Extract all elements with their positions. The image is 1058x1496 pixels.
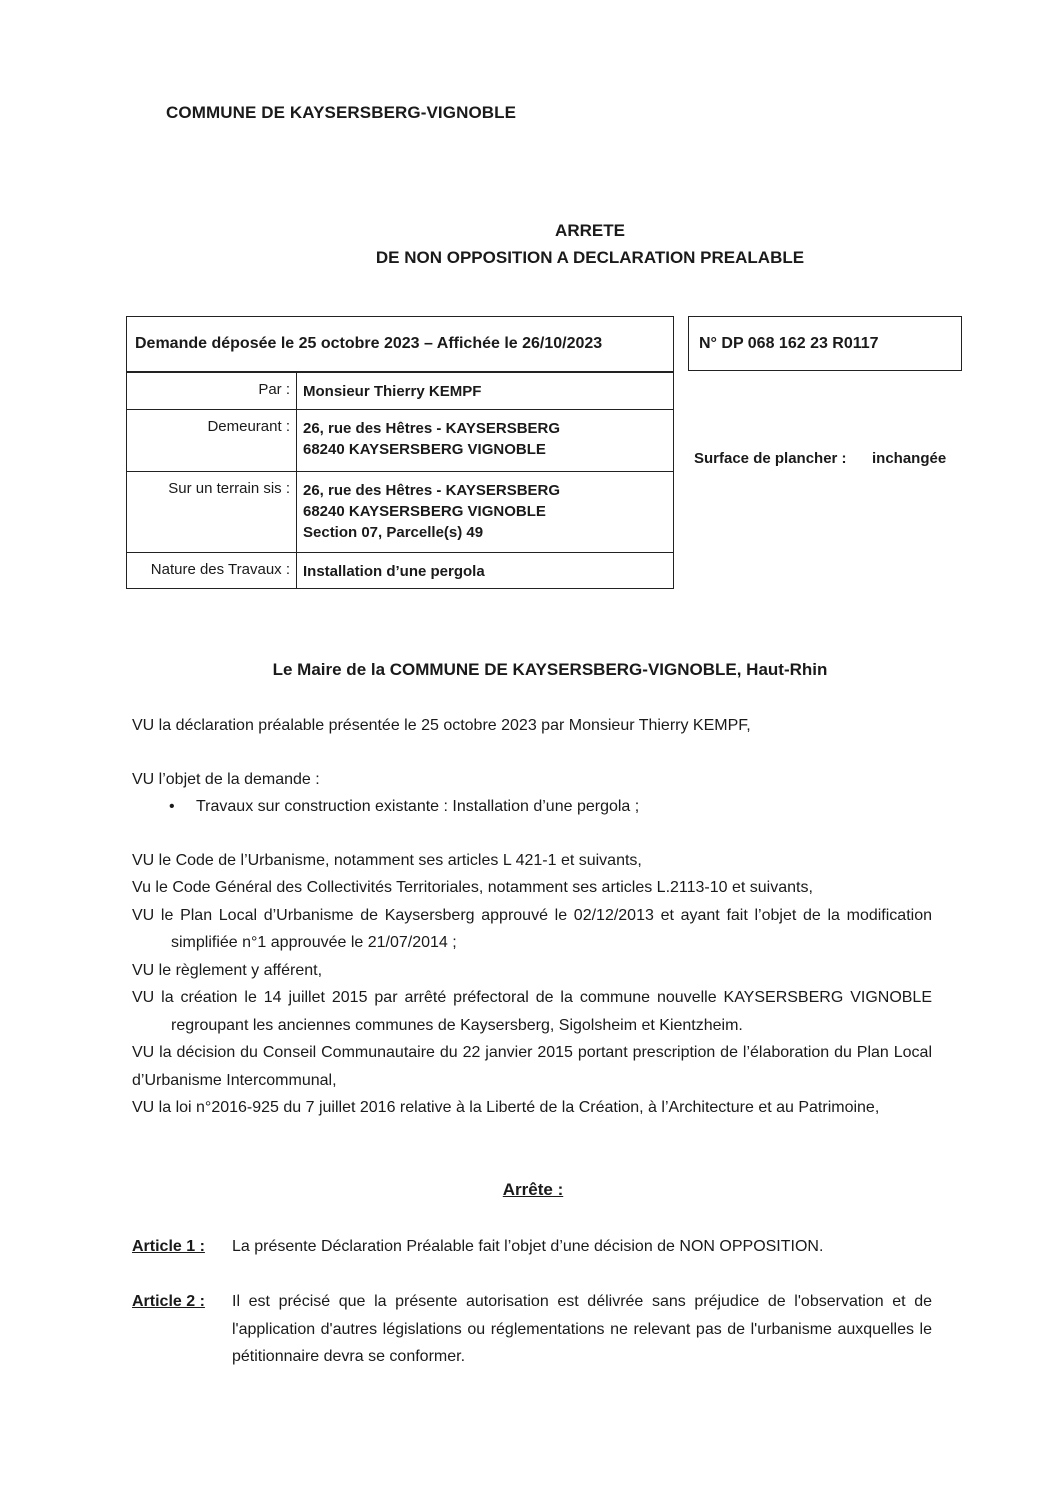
row-label-terrain: Sur un terrain sis : — [127, 472, 297, 552]
article-text: La présente Déclaration Préalable fait l’objet d’une décision de NON OPPOSITION. — [232, 1238, 824, 1255]
vu-item: Vu le Code Général des Collectivités Territoriales, notamment ses articles L.2113-10 et suivants, — [132, 879, 813, 896]
vu-item: VU le règlement y afférent, — [132, 961, 323, 979]
row-value-demeurant: 26, rue des Hêtres - KAYSERSBERG 68240 KAYSERSBERG VIGNOBLE — [303, 420, 561, 458]
row-label-nature: Nature des Travaux : — [127, 553, 297, 588]
request-date-header: Demande déposée le 25 octobre 2023 – Affichée le 26/10/2023 — [127, 317, 673, 372]
vu-declaration: VU la déclaration préalable présentée le 25 octobre 2023 par Monsieur Thierry KEMPF, — [132, 717, 751, 734]
row-value-nature: Installation d’une pergola — [303, 563, 485, 580]
row-label-demeurant: Demeurant : — [127, 410, 297, 471]
document-subtitle: DE NON OPPOSITION A DECLARATION PREALABLE — [375, 248, 805, 267]
table-row — [127, 372, 673, 409]
table-row — [127, 471, 673, 552]
table-row — [127, 409, 673, 471]
commune-name: COMMUNE DE KAYSERSBERG-VIGNOBLE — [166, 103, 517, 122]
article-1 — [132, 1233, 932, 1261]
row-value-par: Monsieur Thierry KEMPF — [303, 383, 482, 400]
request-info-table — [126, 316, 674, 589]
surface-value: inchangée — [872, 450, 947, 467]
article-2 — [132, 1288, 932, 1371]
vu-objet-bullet: • Travaux sur construction existante : Installation d’une pergola ; — [132, 793, 932, 821]
vu-item: VU la loi n°2016-925 du 7 juillet 2016 relative à la Liberté de la Création, à l’Architecture et au Patrimoine, — [132, 1099, 880, 1116]
arrete-heading: Arrête : — [502, 1180, 564, 1199]
maire-heading: Le Maire de la COMMUNE DE KAYSERSBERG-VIGNOBLE, Haut-Rhin — [272, 660, 828, 679]
vu-objet: VU l’objet de la demande : — [132, 770, 320, 788]
surface-info — [694, 450, 947, 467]
article-label: Article 2 : — [132, 1293, 205, 1310]
vu-item: VU la décision du Conseil Communautaire du 22 janvier 2015 portant prescription de l’élaboration du Plan Local d’Urbanisme Intercommunal, — [132, 1044, 932, 1089]
surface-label: Surface de plancher : — [694, 450, 847, 467]
article-label: Article 1 : — [132, 1238, 205, 1255]
row-value-terrain: 26, rue des Hêtres - KAYSERSBERG 68240 KAYSERSBERG VIGNOBLE Section 07, Parcelle(s) 49 — [303, 482, 561, 541]
vu-item: VU le Plan Local d’Urbanisme de Kaysersberg approuvé le 02/12/2013 et ayant fait l’objet de la modification simplifiée n°1 approuvée le 21/07/2014 ; — [132, 906, 932, 951]
row-label-par: Par : — [127, 373, 297, 409]
dp-number-box: N° DP 068 162 23 R0117 — [688, 316, 962, 371]
vu-item: VU le Code de l’Urbanisme, notamment ses articles L 421-1 et suivants, — [132, 851, 642, 869]
vu-item: VU la création le 14 juillet 2015 par arrêté préfectoral de la commune nouvelle KAYSERSBERG VIGNOBLE regroupant les anciennes communes de Kaysersberg, Sigolsheim et Kientzheim. — [132, 989, 932, 1034]
document-title: ARRETE — [555, 221, 625, 240]
table-row — [127, 552, 673, 588]
article-text: Il est précisé que la présente autorisation est délivrée sans préjudice de l'observation et de l'application d'autres législations ou réglementations ne relevant pas de l'urbanisme auxquelles le pétitionnaire devra se conformer. — [232, 1293, 932, 1365]
considerations — [132, 712, 932, 1122]
